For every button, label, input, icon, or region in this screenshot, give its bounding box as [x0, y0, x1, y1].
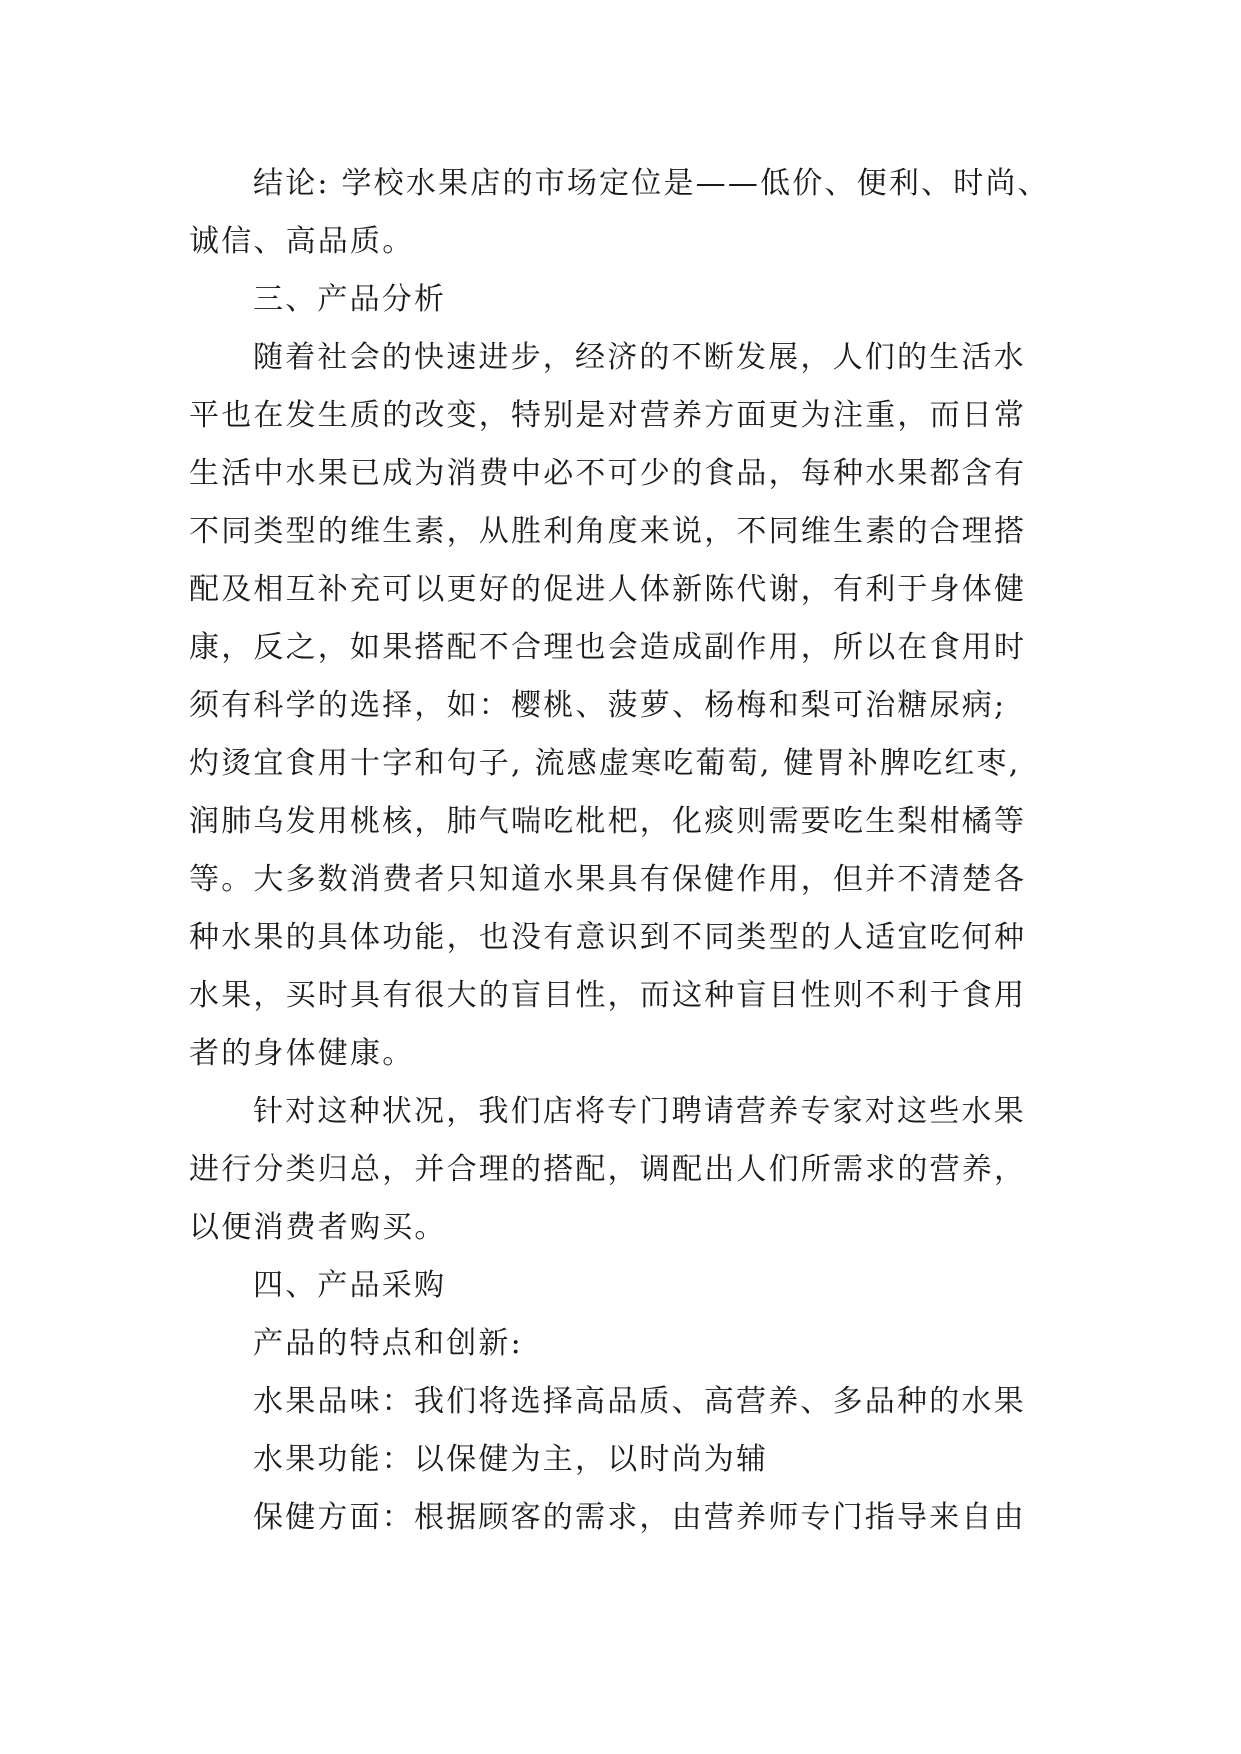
paragraph-line: 等。大多数消费者只知道水果具有保健作用，但并不清楚各 [189, 862, 1027, 897]
list-item-fruit-function: 水果功能：以保健为主，以时尚为辅 [253, 1442, 769, 1477]
paragraph-line: 针对这种状况，我们店将专门聘请营养专家对这些水果 [253, 1094, 1026, 1129]
paragraph-line: 水果，买时具有很大的盲目性，而这种盲目性则不利于食用 [189, 978, 1027, 1013]
paragraph-line: 不同类型的维生素，从胜利角度来说，不同维生素的合理搭 [189, 514, 1027, 549]
list-item-health-aspect: 保健方面：根据顾客的需求，由营养师专门指导来自由 [253, 1500, 1026, 1535]
conclusion-line-2: 诚信、高品质。 [189, 224, 415, 259]
paragraph-line: 者的身体健康。 [189, 1036, 415, 1071]
paragraph-line: 平也在发生质的改变，特别是对营养方面更为注重，而日常 [189, 398, 1027, 433]
section-heading-product-procurement: 四、产品采购 [253, 1268, 447, 1303]
paragraph-line: 配及相互补充可以更好的促进人体新陈代谢，有利于身体健 [189, 572, 1027, 607]
document-body [189, 155, 1057, 1547]
paragraph-line: 种水果的具体功能，也没有意识到不同类型的人适宜吃何种 [189, 920, 1027, 955]
section-heading-product-analysis: 三、产品分析 [253, 282, 447, 317]
paragraph-line: 康，反之，如果搭配不合理也会造成副作用，所以在食用时 [189, 630, 1027, 665]
paragraph-line: 生活中水果已成为消费中必不可少的食品，每种水果都含有 [189, 456, 1027, 491]
list-intro: 产品的特点和创新: [253, 1326, 523, 1361]
paragraph-line: 灼烫宜食用十字和句子, 流感虚寒吃葡萄, 健胃补脾吃红枣, [189, 746, 1021, 781]
paragraph-line: 随着社会的快速进步，经济的不断发展，人们的生活水 [253, 340, 1026, 375]
conclusion-line-1: 结论: 学校水果店的市场定位是——低价、便利、时尚、 [253, 166, 1050, 201]
paragraph-line: 进行分类归总，并合理的搭配，调配出人们所需求的营养， [189, 1152, 1027, 1187]
list-item-fruit-taste: 水果品味：我们将选择高品质、高营养、多品种的水果 [253, 1384, 1026, 1419]
paragraph-line: 润肺乌发用桃核，肺气喘吃枇杷，化痰则需要吃生梨柑橘等 [189, 804, 1027, 839]
paragraph-line: 以便消费者购买。 [189, 1210, 447, 1245]
paragraph-line: 须有科学的选择，如：樱桃、菠萝、杨梅和梨可治糖尿病; [189, 688, 1007, 723]
